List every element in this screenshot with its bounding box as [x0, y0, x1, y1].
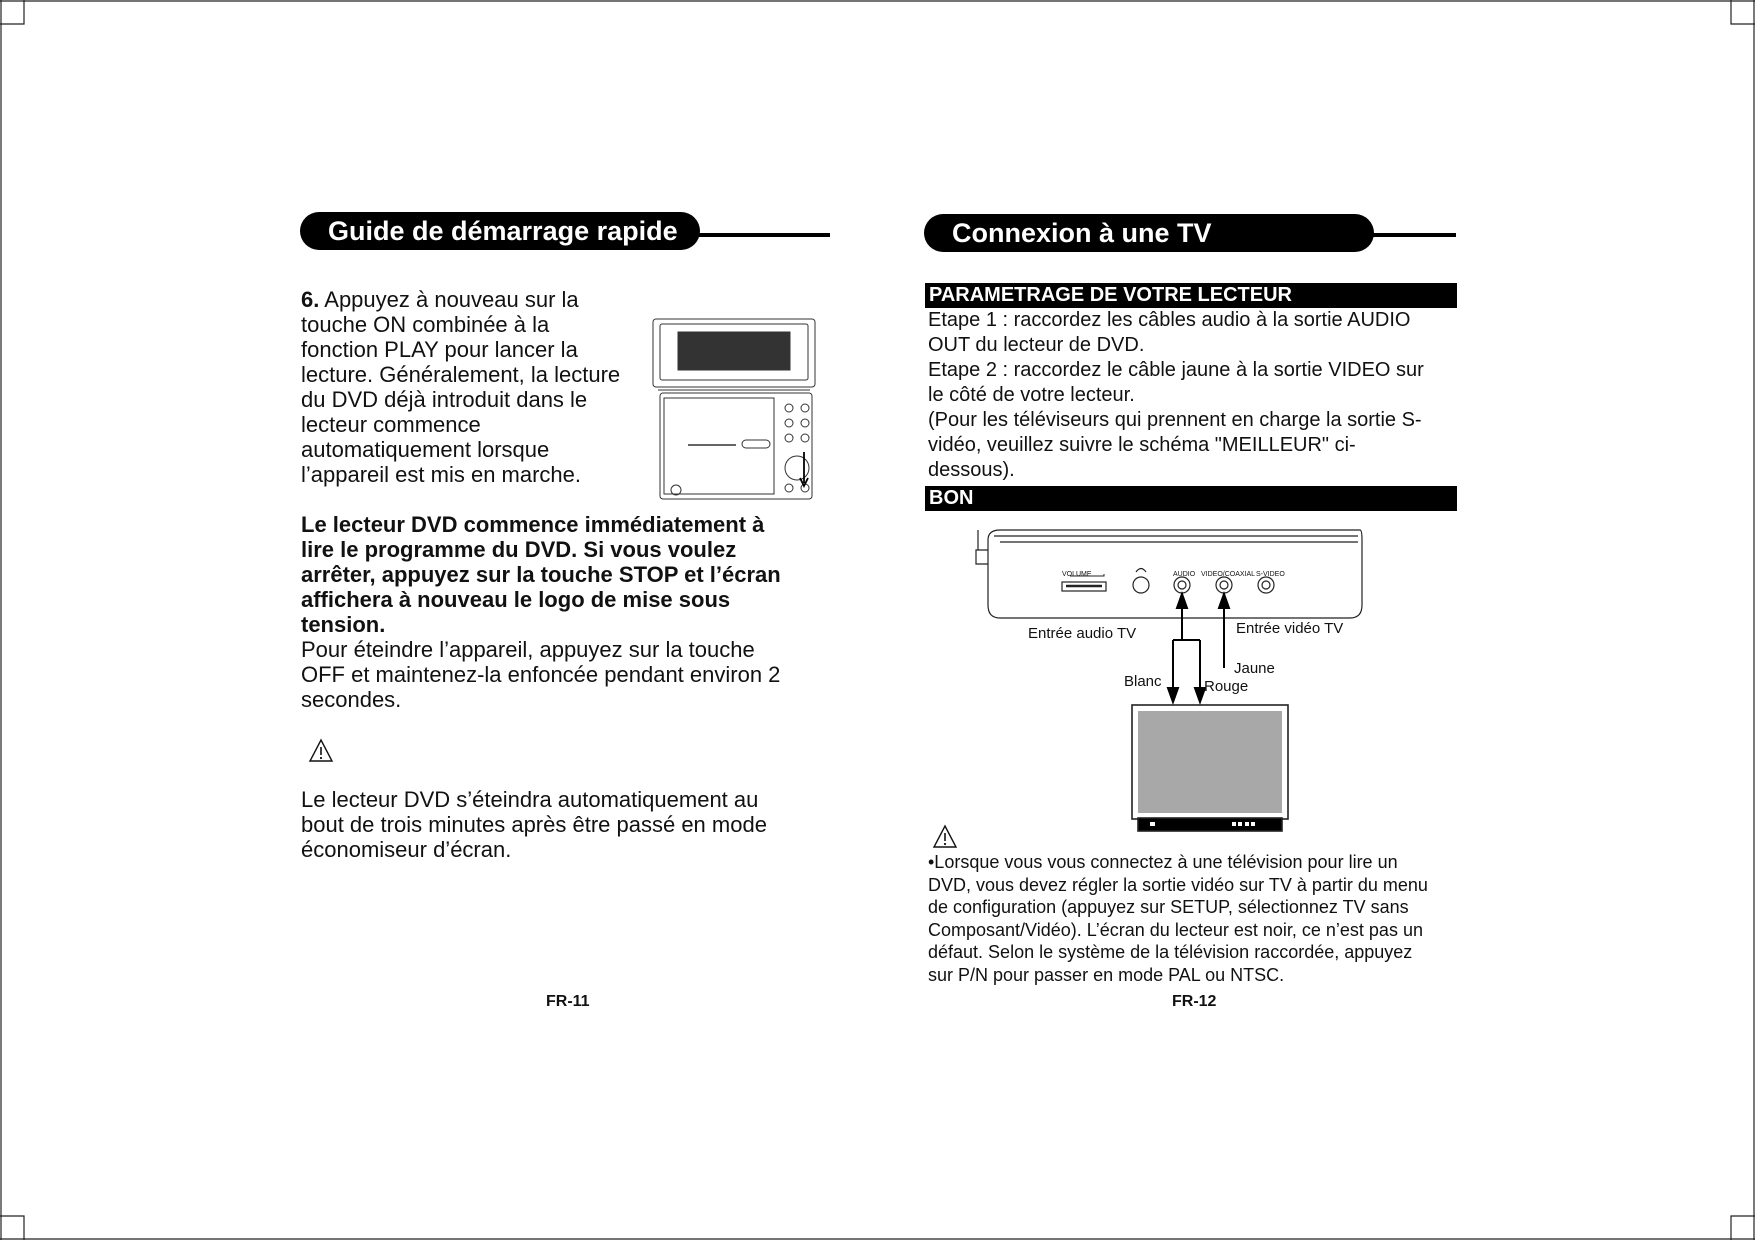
- port-label-video: VIDEO/COAXIAL: [1201, 571, 1256, 578]
- label-audio-input: Entrée audio TV: [1028, 625, 1137, 642]
- step6-line: touche ON combinée à la: [301, 312, 550, 337]
- label-red: Rouge: [1204, 678, 1249, 695]
- step6-line: l’appareil est mis en marche.: [301, 462, 582, 487]
- notice-line: Le lecteur DVD commence immédiatement à: [301, 512, 765, 537]
- right-section-header: [924, 214, 1374, 252]
- notice-line: arrêter, appuyez sur la touche STOP et l’écran: [301, 562, 781, 587]
- label-yellow: Jaune: [1234, 660, 1275, 677]
- step6-line: fonction PLAY pour lancer la: [301, 337, 578, 362]
- tv-connection-diagram: [970, 520, 1370, 836]
- step-number: 6.: [301, 287, 320, 312]
- right-page-number: FR-12: [1172, 993, 1217, 1010]
- notice-line: lire le programme du DVD. Si vous voulez: [301, 537, 737, 562]
- off-line: secondes.: [301, 687, 402, 712]
- setup-line: vidéo, veuillez suivre le schéma "MEILLEUR" ci-: [928, 434, 1356, 456]
- notice-line: tension.: [301, 612, 386, 637]
- left-header-title: Guide de démarrage rapide: [328, 216, 678, 246]
- setup-line: (Pour les téléviseurs qui prennent en charge la sortie S-: [928, 409, 1422, 431]
- left-section-header: [300, 212, 700, 250]
- note-line: sur P/N pour passer en mode PAL ou NTSC.: [928, 964, 1285, 985]
- step6-line: lecteur commence: [301, 412, 481, 437]
- note-line: DVD, vous devez régler la sortie vidéo sur TV à partir du menu: [928, 874, 1428, 895]
- notice-line: affichera à nouveau le logo de mise sous: [301, 587, 731, 612]
- label-white: Blanc: [1124, 673, 1162, 690]
- setup-section-bar: PARAMETRAGE DE VOTRE LECTEUR: [925, 283, 1457, 308]
- off-line: OFF et maintenez-la enfoncée pendant environ 2: [301, 662, 781, 687]
- dvd-player-illustration: [650, 318, 818, 504]
- right-header-rule: [1364, 233, 1456, 237]
- setup-line: Etape 2 : raccordez le câble jaune à la sortie VIDEO sur: [928, 359, 1424, 381]
- setup-line: OUT du lecteur de DVD.: [928, 334, 1145, 356]
- warning-icon: [932, 824, 958, 850]
- power-off-instructions: [301, 637, 821, 712]
- auto-off-line: économiseur d’écran.: [301, 837, 512, 862]
- play-stop-notice: [301, 512, 821, 637]
- step6-line: automatiquement lorsque: [301, 437, 550, 462]
- setup-steps: [928, 308, 1458, 483]
- port-label-svideo: S-VIDEO: [1256, 571, 1285, 578]
- note-line: Composant/Vidéo). L’écran du lecteur est noir, ce n’est pas un: [928, 919, 1423, 940]
- step6-line: du DVD déjà introduit dans le: [301, 387, 588, 412]
- setup-line: dessous).: [928, 459, 1015, 481]
- warning-icon: [308, 738, 334, 764]
- off-line: Pour éteindre l’appareil, appuyez sur la touche: [301, 637, 755, 662]
- left-header-rule: [690, 233, 830, 237]
- step6-line: 6. Appuyez à nouveau sur la: [301, 287, 579, 312]
- setup-line: le côté de votre lecteur.: [928, 384, 1135, 406]
- port-label-volume: VOLUME: [1062, 571, 1092, 578]
- good-connection-bar: BON: [925, 486, 1457, 511]
- step6-line: lecture. Généralement, la lecture: [301, 362, 621, 387]
- auto-off-line: Le lecteur DVD s’éteindra automatiquement au: [301, 787, 759, 812]
- auto-off-line: bout de trois minutes après être passé en mode: [301, 812, 767, 837]
- right-header-title: Connexion à une TV: [952, 218, 1212, 248]
- note-line: de configuration (appuyez sur SETUP, sélectionnez TV sans: [928, 897, 1409, 917]
- note-line: défaut. Selon le système de la télévision raccordée, appuyez: [928, 942, 1413, 962]
- tv-output-note: [928, 851, 1463, 986]
- port-label-audio: AUDIO: [1173, 571, 1196, 578]
- note-line: •Lorsque vous vous connectez à une télévision pour lire un: [928, 852, 1398, 872]
- setup-line: Etape 1 : raccordez les câbles audio à la sortie AUDIO: [928, 309, 1411, 331]
- auto-off-notice: [301, 787, 821, 862]
- left-page-number: FR-11: [546, 993, 590, 1010]
- label-video-input: Entrée vidéo TV: [1236, 620, 1344, 637]
- step6-text: [301, 287, 641, 487]
